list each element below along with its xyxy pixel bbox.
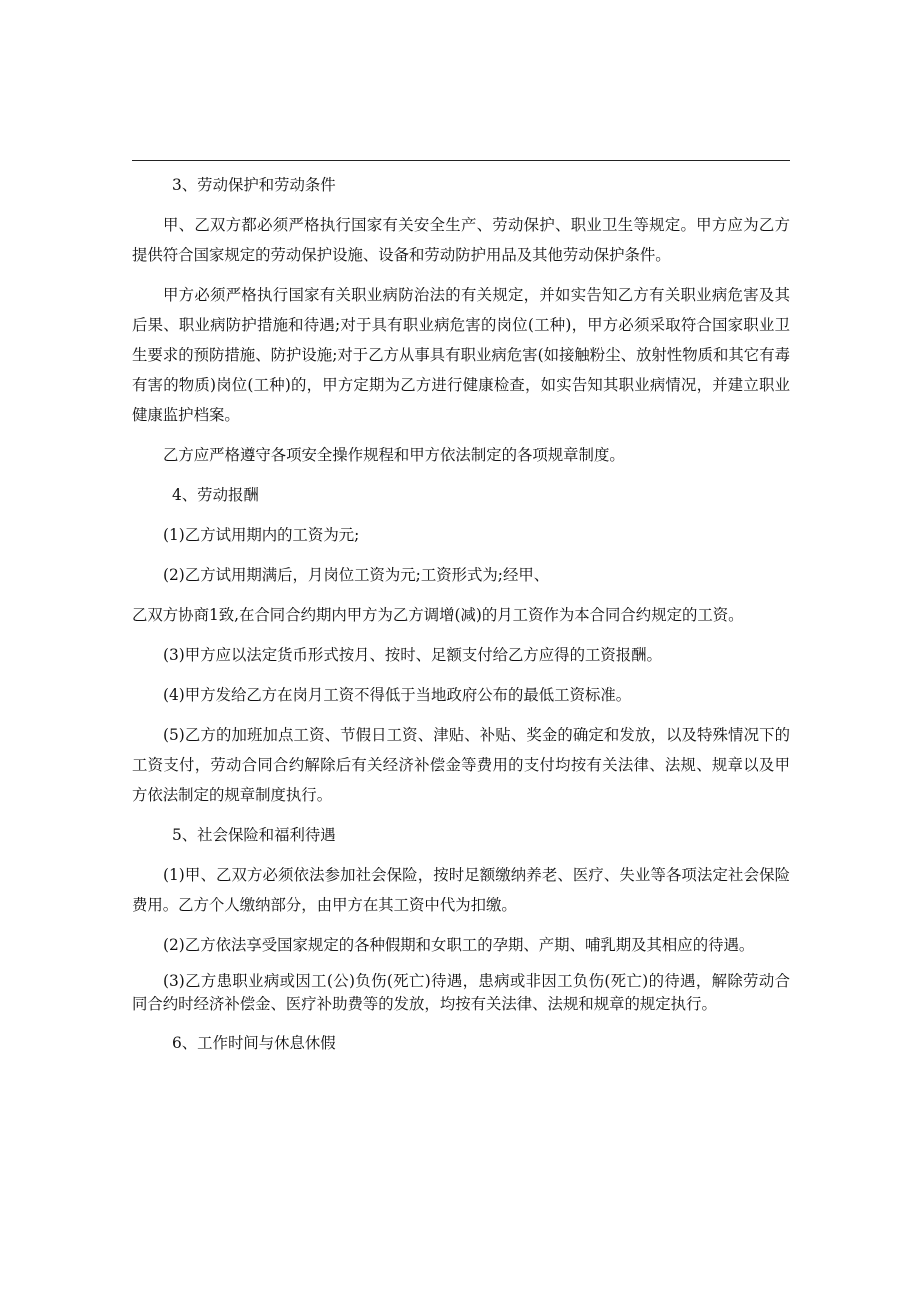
section-heading-6: 6、工作时间与休息休假 bbox=[172, 1034, 336, 1052]
paragraph-occupational-disease: 甲方必须严格执行国家有关职业病防治法的有关规定，并如实告知乙方有关职业病危害及其后果、职业病防护措施和待遇;对于具有职业病危害的岗位(工种)，甲方必须采取符合国家职业卫生要求的预防措施、防护设施;对于乙方从事具有职业病危害(如接触粉尘、放射性物质和其它有毒有害的物质)岗位(工种)的，甲方定期为乙方进行健康检查，如实告知其职业病情况，并建立职业健康监护档案。 bbox=[132, 286, 790, 424]
paragraph-wage-payment: (3)甲方应以法定货币形式按月、按时、足额支付给乙方应得的工资报酬。 bbox=[163, 646, 662, 664]
paragraph-injury-benefits: (3)乙方患职业病或因工(公)负伤(死亡)待遇，患病或非因工负伤(死亡)的待遇，解除劳动合同合约时经济补偿金、医疗补助费等的发放，均按有关法律、法规和规章的规定执行。 bbox=[132, 972, 790, 1013]
paragraph-safety-rules: 乙方应严格遵守各项安全操作规程和甲方依法制定的各项规章制度。 bbox=[163, 446, 625, 464]
paragraph-social-insurance: (1)甲、乙双方必须依法参加社会保险，按时足额缴纳养老、医疗、失业等各项法定社会保险费用。乙方个人缴纳部分，由甲方在其工资中代为扣缴。 bbox=[132, 866, 790, 914]
paragraph-leave-benefits: (2)乙方依法享受国家规定的各种假期和女职工的孕期、产期、哺乳期及其相应的待遇。 bbox=[163, 936, 755, 954]
document-body bbox=[132, 170, 790, 1058]
section-heading-4: 4、劳动报酬 bbox=[172, 486, 259, 504]
section-heading-3: 3、劳动保护和劳动条件 bbox=[172, 176, 336, 194]
paragraph-probation-wage: (1)乙方试用期内的工资为元; bbox=[163, 526, 360, 544]
paragraph-labor-protection: 甲、乙双方都必须严格执行国家有关安全生产、劳动保护、职业卫生等规定。甲方应为乙方提供符合国家规定的劳动保护设施、设备和劳动防护用品及其他劳动保护条件。 bbox=[132, 216, 790, 264]
paragraph-wage-negotiation: 乙双方协商1致,在合同合约期内甲方为乙方调增(减)的月工资作为本合同合约规定的工资。 bbox=[132, 606, 744, 624]
paragraph-overtime-wage: (5)乙方的加班加点工资、节假日工资、津贴、补贴、奖金的确定和发放，以及特殊情况下的工资支付，劳动合同合约解除后有关经济补偿金等费用的支付均按有关法律、法规、规章以及甲方依法制定的规章制度执行。 bbox=[132, 726, 790, 804]
header-rule bbox=[132, 160, 790, 161]
paragraph-post-wage: (2)乙方试用期满后，月岗位工资为元;工资形式为;经甲、 bbox=[163, 566, 550, 584]
section-heading-5: 5、社会保险和福利待遇 bbox=[172, 826, 336, 844]
paragraph-minimum-wage: (4)甲方发给乙方在岗月工资不得低于当地政府公布的最低工资标准。 bbox=[163, 686, 632, 704]
